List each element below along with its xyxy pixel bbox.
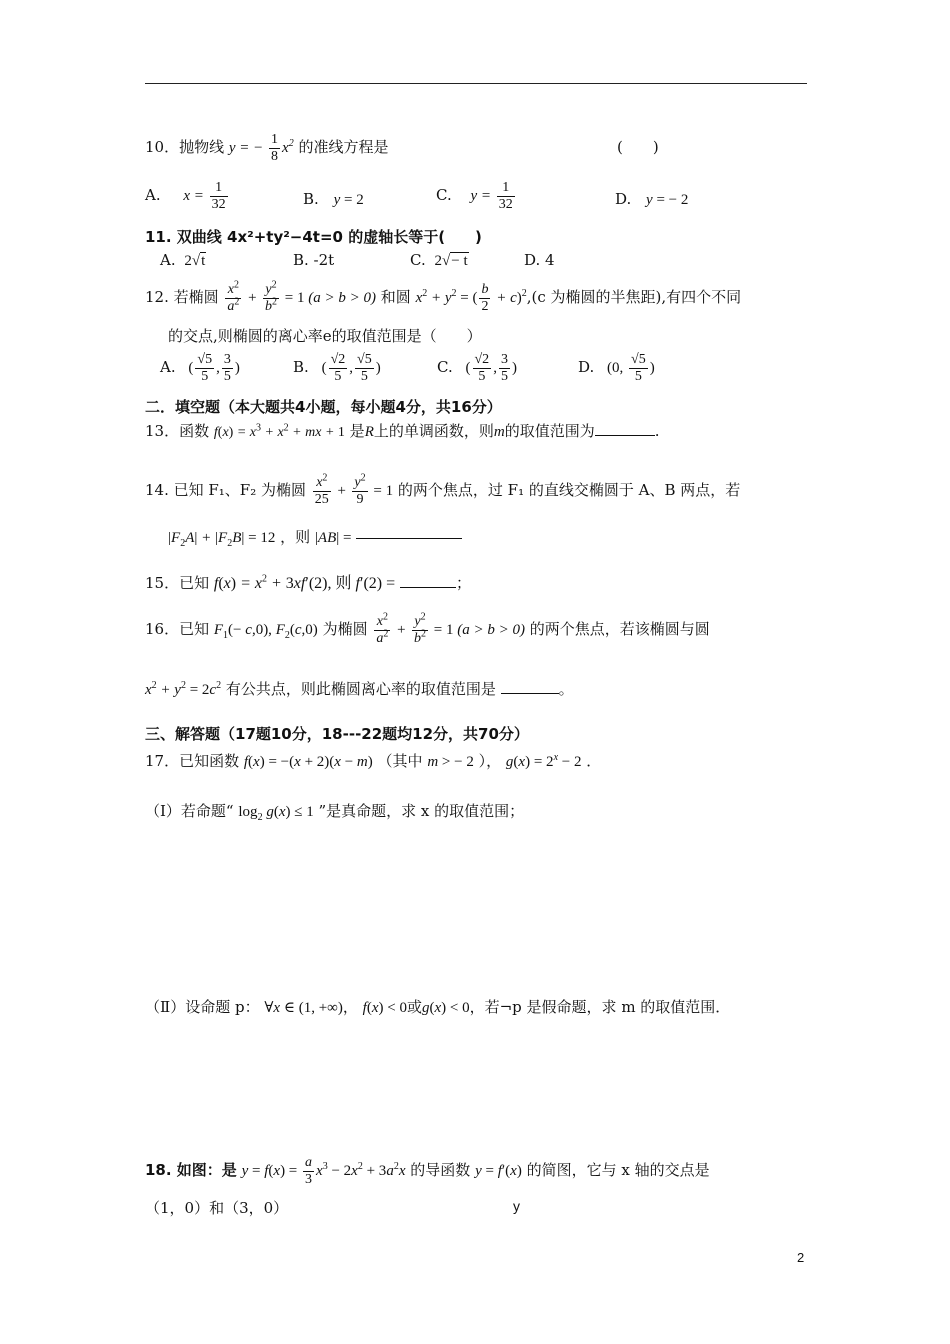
- question-11: 11. 双曲线 4x²+ty²−4t=0 的虚轴长等于( ): [145, 228, 482, 246]
- q12-options: A. ( $\frac{√5}{5}$ , $\frac{3}{5}$ ): [160, 352, 240, 384]
- question-12: 12. 若椭圆 $\frac{x^2}{a^2}$ + $\frac{y^2}{b^2}$ = 1 (a > b > 0) 和圆 $x^2 + y^2$ = ( $\frac{b}{2}$ + c)$^2$,(c 为椭圆的半焦距),有四个不同: [145, 279, 742, 314]
- question-16: 16．已知 $F_1(- c,0)$, $F_2(c,0)$ 为椭圆 $\frac{x^2}{a^2}$ + $\frac{y^2}{b^2}$ = 1 (a > b > 0) 的两个焦点，若该椭圆与圆: [145, 611, 710, 646]
- q17-part1: （Ⅰ）若命题“ $\log_2 g(x) \le 1$ ”是真命题，求 x 的取值范围；: [145, 802, 525, 823]
- q10-equation: y = − $\frac{1}{8}$ $x^2$: [228, 132, 294, 164]
- q17-part2: （Ⅱ）设命题 p： ∀x ∈ (1, +∞)， f(x) < 0或g(x) < 0，若¬p 是假命题，求 m 的取值范围．: [145, 998, 731, 1016]
- question-17: 17．已知函数 f(x) = −(x + 2)(x − m) （其中 m > − 2 ）， $g(x) = 2^x - 2$ ．: [145, 752, 602, 770]
- question-18: 18. 如图：是 y = f(x) = $\frac{a}{3}$ $x^3 - 2x^2 + 3a^2x$ 的导函数 y = f′(x) 的简图，它与 x 轴的交点是: [145, 1155, 710, 1187]
- page-number: 2: [797, 1250, 805, 1265]
- question-10: 10．抛物线 y = − $\frac{1}{8}$ $x^2$ 的准线方程是: [145, 132, 389, 164]
- question-15: 15．已知 $f(x) = x^2 + 3xf'(2)$, 则 f′(2) = ；: [145, 573, 471, 592]
- graph-y-axis-label: y: [513, 1198, 520, 1214]
- question-13: 13．函数 $f(x) = x^3 + x^2$ + mx + 1 是R上的单调函数，则m的取值范围为 .: [145, 422, 660, 440]
- section-2-heading: 二．填空题（本大题共4小题，每小题4分，共16分）: [145, 398, 502, 416]
- section-3-heading: 三、解答题（17题10分，18---22题均12分，共70分）: [145, 725, 529, 743]
- q10-answer-paren: ( ): [617, 138, 659, 156]
- q10-options: A. x = $\frac{1}{32}$: [145, 180, 226, 212]
- document-page: 10．抛物线 y = − $\frac{1}{8}$ $x^2$ 的准线方程是 ( ) A. x = $\frac{1}{32}$ B. y = 2 C. y = $\frac{1}{32}$ D. y = − 2 11. 双曲线 4x²+ty²−4t=0 的虚轴长等于( ) A. 2√t B. -2t C. 2√− t D. 4 12. 若椭圆 $\frac{x^2}{a^2}$ + $\frac{y^2}{b^2}$ = 1 (a > b > 0) 和圆 $x^2 + y^2$ = ( $\frac{b}{2}$ + c)$^2$,(c 为椭圆的半焦距),有四个不同 的交点,则椭圆的离心率e的取值范围是（ ） A. ( $\frac{√5}{5}$ , $\frac{3}{5}$ ) B. ( $\frac{√2}{5}$ , $\frac{√5}{5}$ ) C. ( $\frac{√2}{5}$ , $\frac{3}{5}$ ) D. (0, $\frac{√5}{5}$ ) 二．填空题（本大题共4小题，每小题4分，共16分） 13．函数 $f(x) = x^3 + x^2$ + mx + 1 是R上的单调函数，则m的取值范围为 . 14. 已知 F₁、F₂ 为椭圆 $\frac{x^2}{25}$ + $\frac{y^2}{9}$ = 1 的两个焦点，过 F₁ 的直线交椭圆于 A、B 两点，若 $|F_2A| + |F_2B| = 12$ ，则 |AB| = 15．已知 $f(x) = x^2 + 3xf'(2)$, 则 f′(2) = ； 16．已知 $F_1(- c,0)$, $F_2(c,0)$ 为椭圆 $\frac{x^2}{a^2}$ + $\frac{y^2}{b^2}$ = 1 (a > b > 0) 的两个焦点，若该椭圆与圆 $x^2 + y^2 = 2c^2$ 有公共点，则此椭圆离心率的取值范围是 。 三、解答题（17题10分，18---22题均12分，共70分） 17．已知函数 f(x) = −(x + 2)(x − m) （其中 m > − 2 ）， $g(x) = 2^x - 2$ ． （Ⅰ）若命题“ $\log_2 g(x) \le 1$ ”是真命题，求 x 的取值范围； （Ⅱ）设命题 p： ∀x ∈ (1, +∞)， f(x) < 0或g(x) < 0，若¬p 是假命题，求 m 的取值范围． 18. 如图：是 y = f(x) = $\frac{a}{3}$ $x^3 - 2x^2 + 3a^2x$ 的导函数 y = f′(x) 的简图，它与 x 轴的交点是 （1，0）和（3，0） y 2: [0, 0, 950, 1344]
- header-rule: [145, 83, 807, 84]
- question-14: 14. 已知 F₁、F₂ 为椭圆 $\frac{x^2}{25}$ + $\frac{y^2}{9}$ = 1 的两个焦点，过 F₁ 的直线交椭圆于 A、B 两点，若: [145, 472, 741, 507]
- q11-options: A. 2√t: [160, 251, 206, 269]
